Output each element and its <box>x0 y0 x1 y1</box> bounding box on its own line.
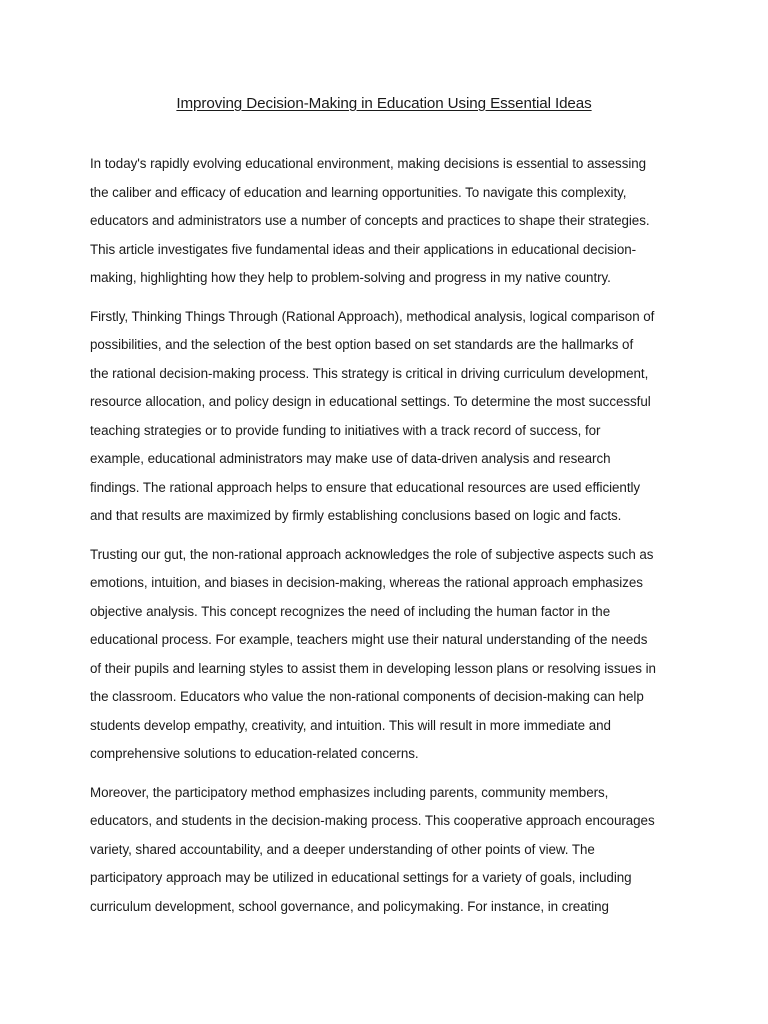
text-line: teaching strategies or to provide funding to initiatives with a track record of success, for <box>90 422 601 438</box>
text-line: the rational decision-making process. This strategy is critical in driving curriculum development, <box>90 365 649 381</box>
text-line: Trusting our gut, the non-rational approach acknowledges the role of subjective aspects such as <box>90 546 654 562</box>
paragraph-non-rational-approach <box>90 541 680 769</box>
document-body <box>90 150 680 931</box>
text-line: resource allocation, and policy design in educational settings. To determine the most successful <box>90 394 651 409</box>
paragraph-intro <box>90 150 680 293</box>
text-line: Moreover, the participatory method emphasizes including parents, community members, <box>90 784 609 800</box>
text-line: curriculum development, school governance, and policymaking. For instance, in creating <box>90 898 609 914</box>
paragraph-participatory-method <box>90 779 680 922</box>
text-line: students develop empathy, creativity, and intuition. This will result in more immediate and <box>90 717 611 733</box>
text-line: and that results are maximized by firmly establishing conclusions based on logic and facts. <box>90 508 622 523</box>
text-line: possibilities, and the selection of the best option based on set standards are the hallmarks of <box>90 337 634 352</box>
text-line: the classroom. Educators who value the non-rational components of decision-making can help <box>90 689 644 704</box>
document-title: Improving Decision-Making in Education Using Essential Ideas <box>176 95 592 112</box>
text-line: This article investigates five fundamental ideas and their applications in educational decision- <box>90 241 637 257</box>
text-line: making, highlighting how they help to problem-solving and progress in my native country. <box>90 270 611 285</box>
text-line: educational process. For example, teachers might use their natural understanding of the needs <box>90 632 648 647</box>
text-line: the caliber and efficacy of education and learning opportunities. To navigate this complexity, <box>90 184 627 200</box>
text-line: objective analysis. This concept recognizes the need of including the human factor in the <box>90 603 611 619</box>
text-line: comprehensive solutions to education-related concerns. <box>90 746 419 761</box>
text-line: example, educational administrators may make use of data-driven analysis and research <box>90 451 611 466</box>
text-line: participatory approach may be utilized in educational settings for a variety of goals, including <box>90 870 632 885</box>
text-line: findings. The rational approach helps to ensure that educational resources are used efficiently <box>90 479 641 495</box>
text-line: emotions, intuition, and biases in decision-making, whereas the rational approach emphasizes <box>90 575 643 590</box>
text-line: of their pupils and learning styles to assist them in developing lesson plans or resolving issues in <box>90 660 656 676</box>
paragraph-rational-approach <box>90 303 680 531</box>
text-line: In today's rapidly evolving educational environment, making decisions is essential to assessing <box>90 156 647 171</box>
text-line: Firstly, Thinking Things Through (Rational Approach), methodical analysis, logical comparison of <box>90 308 655 324</box>
text-line: educators and administrators use a number of concepts and practices to shape their strategies. <box>90 213 650 228</box>
text-line: educators, and students in the decision-making process. This cooperative approach encourages <box>90 813 655 828</box>
text-line: variety, shared accountability, and a deeper understanding of other points of view. The <box>90 841 595 857</box>
